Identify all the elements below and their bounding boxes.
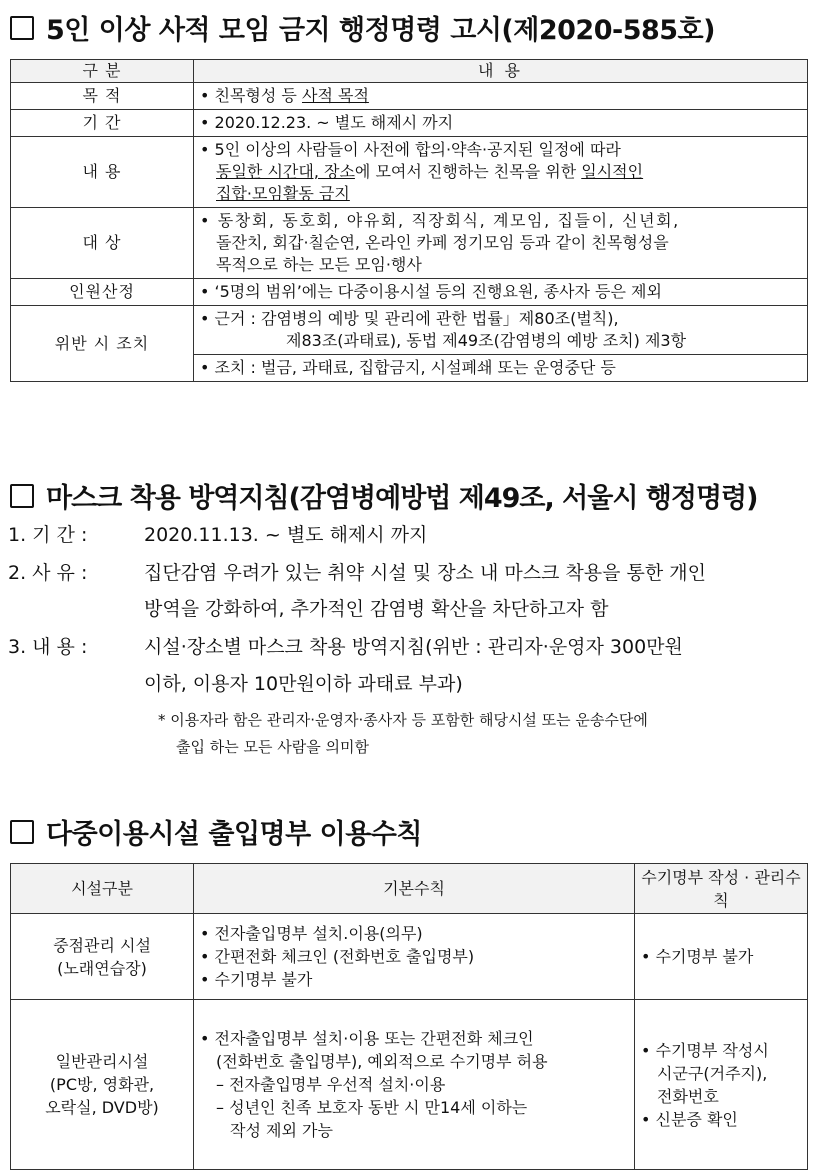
row-value: • 근거 : 감염병의 예방 및 관리에 관한 법률」제80조(벌칙), 제83조(과태료), 동법 제49조(감염병의 예방 조치) 제3항 xyxy=(194,306,808,355)
facility-cell: 일반관리시설 (PC방, 영화관, 오락실, DVD방) xyxy=(11,1000,194,1170)
table-row xyxy=(11,110,808,137)
row-value: • ‘5명의 범위’에는 다중이용시설 등의 진행요원, 종사자 등은 제외 xyxy=(194,279,808,306)
facility-cell: 중점관리 시설 (노래연습장) xyxy=(11,914,194,1000)
row-key: 인원산정 xyxy=(11,279,194,306)
table-header xyxy=(11,60,808,83)
table-row xyxy=(11,208,808,279)
row-key: 대 상 xyxy=(11,208,194,279)
table-row xyxy=(11,83,808,110)
row-key: 목 적 xyxy=(11,83,194,110)
checkbox-square-icon xyxy=(10,484,34,508)
mask-note: * 이용자라 함은 관리자·운영자·종사자 등 포함한 해당시설 또는 운송수단에 xyxy=(158,711,648,729)
mask-item-reason: 2. 사 유 : 집단감염 우려가 있는 취약 시설 및 장소 내 마스크 착용을 통한 개인 xyxy=(8,562,706,584)
header-facility: 시설구분 xyxy=(11,864,194,914)
rules-cell: • 전자출입명부 설치·이용 또는 간편전화 체크인 (전화번호 출입명부), 예외적으로 수기명부 허용 – 전자출입명부 우선적 설치·이용 – 성년인 친족 보호자 동반 시 만14세 이하는 작성 제외 가능 xyxy=(194,1000,635,1170)
table-row xyxy=(11,279,808,306)
mask-item-reason-cont: 방역을 강화하여, 추가적인 감염병 확산을 차단하고자 함 xyxy=(144,598,609,620)
table-header xyxy=(11,864,808,914)
meeting-ban-table xyxy=(10,59,808,382)
section1-title: 5인 이상 사적 모임 금지 행정명령 고시(제2020-585호) xyxy=(10,8,715,47)
table-row xyxy=(11,914,808,1000)
section2-title: 마스크 착용 방역지침(감염병예방법 제49조, 서울시 행정명령) xyxy=(10,476,757,515)
row-value: • 동창회, 동호회, 야유회, 직장회식, 계모임, 집들이, 신년회, 돌잔치, 회갑·칠순연, 온라인 카페 정기모임 등과 같이 친목형성을 목적으로 하는 모든 모임·행사 xyxy=(194,208,808,279)
row-value: • 2020.12.23. ~ 별도 해제시 까지 xyxy=(194,110,808,137)
table-row xyxy=(11,306,808,355)
row-value: • 조치 : 벌금, 과태료, 집합금지, 시설폐쇄 또는 운영중단 등 xyxy=(194,355,808,382)
mask-item-content-cont: 이하, 이용자 10만원이하 과태료 부과) xyxy=(144,673,463,695)
row-key: 내 용 xyxy=(11,137,194,208)
table-row xyxy=(11,137,808,208)
mask-item-period: 1. 기 간 : 2020.11.13. ~ 별도 해제시 까지 xyxy=(8,524,428,546)
header-content: 내 용 xyxy=(194,60,808,83)
mask-item-content: 3. 내 용 : 시설·장소별 마스크 착용 방역지침(위반 : 관리자·운영자 300만원 xyxy=(8,636,683,658)
row-value: • 친목형성 등 사적 목적 xyxy=(194,83,808,110)
checkbox-square-icon xyxy=(10,16,34,40)
rules-cell: • 전자출입명부 설치.이용(의무) • 간편전화 체크인 (전화번호 출입명부) • 수기명부 불가 xyxy=(194,914,635,1000)
row-value: • 5인 이상의 사람들이 사전에 합의·약속·공지된 일정에 따라 동일한 시간대, 장소에 모여서 진행하는 친목을 위한 일시적인 집합·모임활동 금지 xyxy=(194,137,808,208)
mask-note-cont: 출입 하는 모든 사람을 의미함 xyxy=(176,738,369,756)
section3-title: 다중이용시설 출입명부 이용수칙 xyxy=(10,812,422,851)
checkbox-square-icon xyxy=(10,820,34,844)
manual-cell: • 수기명부 작성시 시군구(거주지), 전화번호 • 신분증 확인 xyxy=(635,1000,808,1170)
row-key: 위반 시 조치 xyxy=(11,306,194,382)
row-key: 기 간 xyxy=(11,110,194,137)
header-rules: 기본수칙 xyxy=(194,864,635,914)
header-category: 구 분 xyxy=(11,60,194,83)
header-manual: 수기명부 작성 · 관리수칙 xyxy=(635,864,808,914)
entry-log-table xyxy=(10,863,808,1170)
table-row xyxy=(11,1000,808,1170)
manual-cell: • 수기명부 불가 xyxy=(635,914,808,1000)
